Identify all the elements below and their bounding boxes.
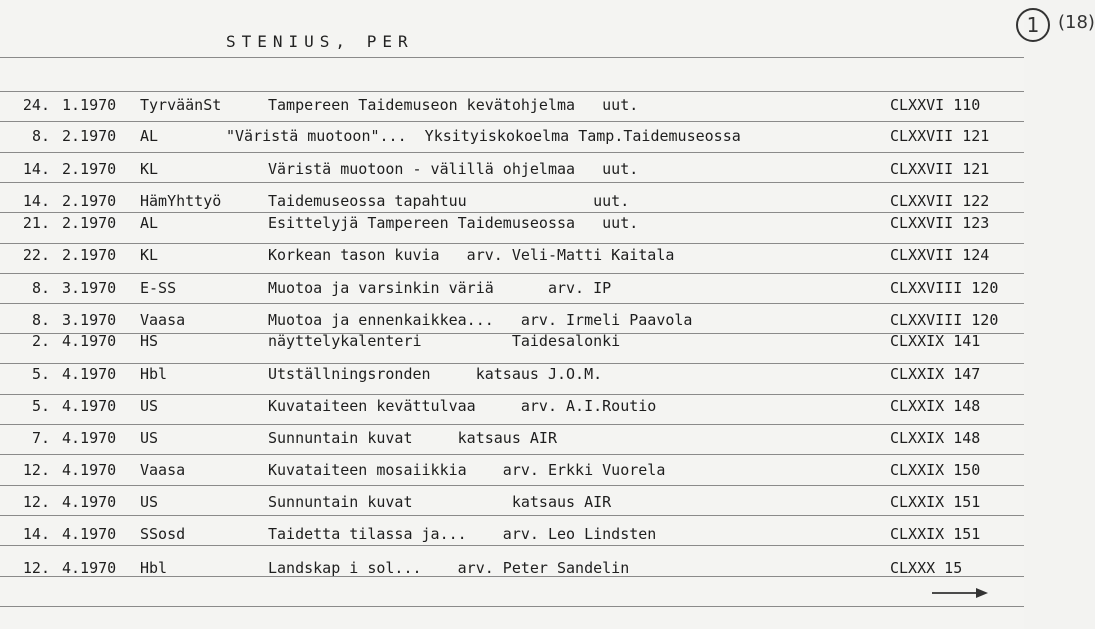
arrow-right-icon (930, 586, 990, 600)
entry-day: 5. (31, 365, 50, 383)
entry-month-year: 2.1970 (62, 246, 117, 264)
entry-day: 21. (22, 214, 50, 232)
entry-source: Hbl (140, 559, 168, 577)
entry-source: HämYhttyö (140, 192, 222, 210)
entry-month-year: 4.1970 (62, 332, 117, 350)
entry-reference: CLXXVII 123 (890, 214, 990, 232)
ruled-line (0, 303, 1024, 304)
entry-reference: CLXXIX 147 (890, 365, 981, 383)
entry-text: Taidemuseossa tapahtuu uut. (268, 192, 630, 210)
ruled-line (0, 424, 1024, 425)
entry-day: 22. (22, 246, 50, 264)
entry-source: Vaasa (140, 461, 186, 479)
entry-month-year: 3.1970 (62, 279, 117, 297)
entry-row (0, 429, 1024, 453)
entry-day: 2. (31, 332, 50, 350)
entry-day: 8. (31, 311, 50, 329)
entry-day: 8. (31, 127, 50, 145)
entry-text: Sunnuntain kuvat katsaus AIR (268, 493, 612, 511)
entry-row (0, 397, 1024, 421)
entry-reference: CLXXIX 148 (890, 397, 981, 415)
entry-text: Muotoa ja ennenkaikkea... arv. Irmeli Paavola (268, 311, 693, 329)
entry-source: E-SS (140, 279, 177, 297)
entry-month-year: 4.1970 (62, 493, 117, 511)
entry-text: näyttelykalenteri Taidesalonki (268, 332, 621, 350)
card-number: 1 (1016, 8, 1050, 42)
entry-row (0, 96, 1024, 120)
entry-source: US (140, 397, 159, 415)
entry-month-year: 4.1970 (62, 461, 117, 479)
ruled-line (0, 243, 1024, 244)
ruled-line (0, 273, 1024, 274)
entry-row (0, 160, 1024, 184)
entry-day: 24. (22, 96, 50, 114)
entry-row (0, 127, 1024, 151)
entry-row (0, 461, 1024, 485)
entry-reference: CLXXIX 151 (890, 493, 981, 511)
entry-row (0, 246, 1024, 270)
entry-text: Tampereen Taidemuseon kevätohjelma uut. (268, 96, 639, 114)
entry-reference: CLXXVI 110 (890, 96, 981, 114)
entry-row (0, 279, 1024, 303)
entry-day: 14. (22, 160, 50, 178)
ruled-line (0, 152, 1024, 153)
entry-source: US (140, 493, 159, 511)
entry-row (0, 365, 1024, 389)
entry-month-year: 2.1970 (62, 160, 117, 178)
entry-row (0, 214, 1024, 238)
entry-text: Utställningsronden katsaus J.O.M. (268, 365, 603, 383)
entry-row (0, 525, 1024, 549)
entry-reference: CLXXIX 141 (890, 332, 981, 350)
entry-day: 8. (31, 279, 50, 297)
entry-source: AL (140, 127, 159, 145)
entry-text: Väristä muotoon - välillä ohjelmaa uut. (268, 160, 639, 178)
entry-source: TyrväänSt (140, 96, 222, 114)
entry-source: KL (140, 246, 159, 264)
entry-reference: CLXXVIII 120 (890, 279, 999, 297)
entry-source: KL (140, 160, 159, 178)
entry-source: AL (140, 214, 159, 232)
entry-day: 12. (22, 559, 50, 577)
ruled-line (0, 121, 1024, 122)
entry-reference: CLXXVII 121 (890, 127, 990, 145)
entry-month-year: 2.1970 (62, 127, 117, 145)
entry-text: Korkean tason kuvia arv. Veli-Matti Kaitala (268, 246, 675, 264)
entry-day: 12. (22, 461, 50, 479)
entry-row (0, 332, 1024, 356)
entry-month-year: 4.1970 (62, 525, 117, 543)
ruled-line (0, 363, 1024, 364)
entry-reference: CLXXVIII 120 (890, 311, 999, 329)
entry-source: US (140, 429, 159, 447)
entry-month-year: 2.1970 (62, 192, 117, 210)
entry-reference: CLXXIX 148 (890, 429, 981, 447)
entry-reference: CLXXVII 121 (890, 160, 990, 178)
entry-month-year: 4.1970 (62, 429, 117, 447)
entry-text: Muotoa ja varsinkin väriä arv. IP (268, 279, 612, 297)
card-title: STENIUS, PER (226, 32, 414, 51)
entry-row (0, 559, 1024, 583)
entry-text: Kuvataiteen mosaiikkia arv. Erkki Vuorela (268, 461, 666, 479)
ruled-line (0, 606, 1024, 607)
entry-text: Sunnuntain kuvat katsaus AIR (268, 429, 557, 447)
entry-source: Hbl (140, 365, 168, 383)
entry-text: Kuvataiteen kevättulvaa arv. A.I.Routio (268, 397, 657, 415)
entry-reference: CLXXIX 151 (890, 525, 981, 543)
entry-reference: CLXXIX 150 (890, 461, 981, 479)
card-total: (18) (1058, 12, 1095, 33)
entry-day: 5. (31, 397, 50, 415)
entry-text: Esittelyjä Tampereen Taidemuseossa uut. (268, 214, 639, 232)
header-rule (0, 57, 1024, 58)
entry-row (0, 192, 1024, 216)
entry-month-year: 4.1970 (62, 397, 117, 415)
entry-month-year: 4.1970 (62, 365, 117, 383)
entry-day: 14. (22, 192, 50, 210)
entry-text: "Väristä muotoon"... Yksityiskokoelma Tamp.Taidemuseossa (226, 127, 741, 145)
entry-text: Landskap i sol... arv. Peter Sandelin (268, 559, 630, 577)
entry-reference: CLXXVII 122 (890, 192, 990, 210)
entry-row (0, 493, 1024, 517)
ruled-line (0, 454, 1024, 455)
entry-source: SSosd (140, 525, 186, 543)
entry-month-year: 3.1970 (62, 311, 117, 329)
entry-day: 12. (22, 493, 50, 511)
entry-source: HS (140, 332, 159, 350)
ruled-line (0, 485, 1024, 486)
entry-text: Taidetta tilassa ja... arv. Leo Lindsten (268, 525, 657, 543)
entry-month-year: 1.1970 (62, 96, 117, 114)
ruled-line (0, 394, 1024, 395)
entry-reference: CLXXVII 124 (890, 246, 990, 264)
entry-month-year: 4.1970 (62, 559, 117, 577)
entry-source: Vaasa (140, 311, 186, 329)
entry-day: 14. (22, 525, 50, 543)
entry-reference: CLXXX 15 (890, 559, 963, 577)
ruled-line (0, 91, 1024, 92)
entry-day: 7. (31, 429, 50, 447)
entry-month-year: 2.1970 (62, 214, 117, 232)
